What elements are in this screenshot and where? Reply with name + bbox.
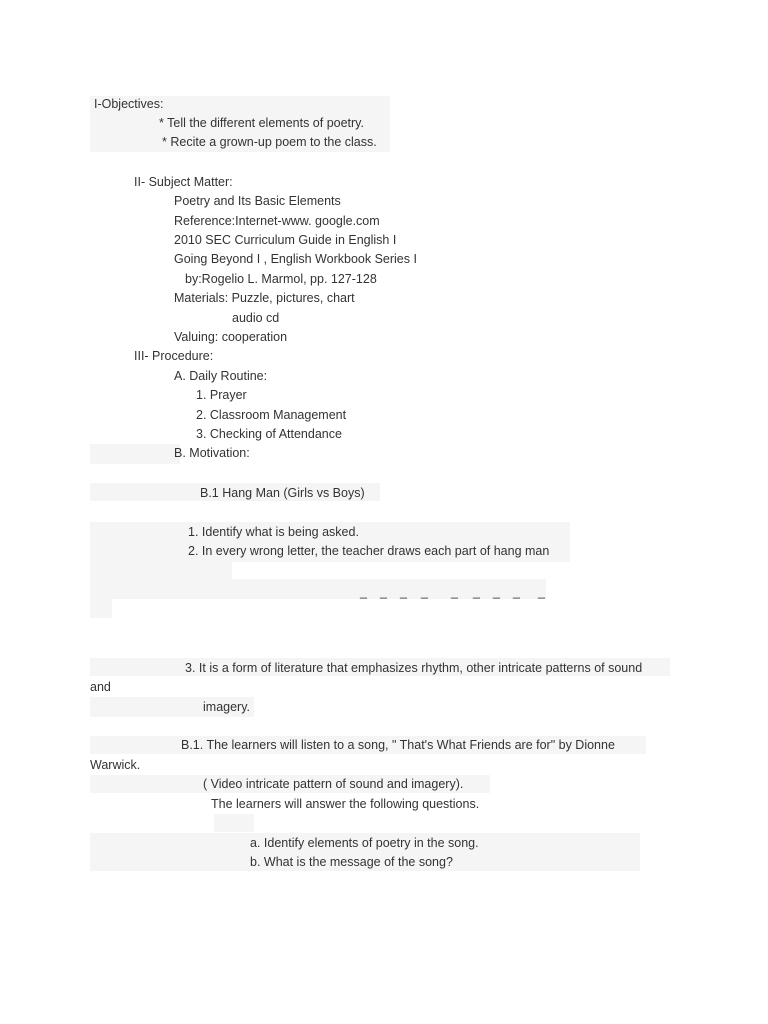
subject-materials: Materials: Puzzle, pictures, chart <box>174 291 355 305</box>
song-activity-line2: Warwick. <box>90 758 141 772</box>
hangman-blank: _ <box>360 585 367 599</box>
procedure-heading: III- Procedure: <box>134 349 214 363</box>
shade-steps-left <box>90 560 232 580</box>
hangman-blank: _ <box>380 585 387 599</box>
subject-materials-extra: audio cd <box>232 311 280 325</box>
song-question: a. Identify elements of poetry in the song. <box>250 836 479 850</box>
subject-valuing: Valuing: cooperation <box>174 330 288 344</box>
subject-reference: Reference:Internet-www. google.com <box>174 214 380 228</box>
objective-item: * Recite a grown-up poem to the class. <box>162 135 377 149</box>
motivation-label: B. Motivation: <box>174 446 250 460</box>
subject-curriculum-guide: 2010 SEC Curriculum Guide in English I <box>174 233 397 247</box>
hangman-blank: _ <box>538 585 545 599</box>
song-question: b. What is the message of the song? <box>250 855 453 869</box>
hangman-blank: _ <box>473 585 480 599</box>
daily-routine-item: 1. Prayer <box>196 388 247 402</box>
daily-routine-label: A. Daily Routine: <box>174 369 268 383</box>
hangman-step: 2. In every wrong letter, the teacher draws each part of hang man <box>188 544 550 558</box>
objective-item: * Tell the different elements of poetry. <box>159 116 364 130</box>
hangman-step3-line3: imagery. <box>203 700 251 714</box>
hangman-step3-line2: and <box>90 680 111 694</box>
hangman-step: 1. Identify what is being asked. <box>188 525 359 539</box>
daily-routine-item: 2. Classroom Management <box>196 408 347 422</box>
objectives-heading: I-Objectives: <box>94 97 164 111</box>
daily-routine-item: 3. Checking of Attendance <box>196 427 342 441</box>
hangman-step3-line1: 3. It is a form of literature that emphasizes rhythm, other intricate patterns of sound <box>185 661 643 675</box>
shade-answer-gap <box>214 814 254 832</box>
hangman-blank: _ <box>451 585 458 599</box>
hangman-blank: _ <box>421 585 428 599</box>
song-activity-line1: B.1. The learners will listen to a song, " That's What Friends are for" by Dionne <box>181 738 615 752</box>
subject-matter-heading: II- Subject Matter: <box>134 175 233 189</box>
hangman-blank: _ <box>400 585 407 599</box>
hangman-blank: _ <box>513 585 520 599</box>
shade-motivation <box>90 444 180 464</box>
subject-topic: Poetry and Its Basic Elements <box>174 194 341 208</box>
subject-workbook: Going Beyond I , English Workbook Series I <box>174 252 417 266</box>
subject-author: by:Rogelio L. Marmol, pp. 127-128 <box>185 272 377 286</box>
answer-prompt: The learners will answer the following questions. <box>211 797 480 811</box>
hangman-blank: _ <box>493 585 500 599</box>
shade-blanks-left <box>90 598 112 618</box>
hangman-title: B.1 Hang Man (Girls vs Boys) <box>200 486 365 500</box>
video-note: ( Video intricate pattern of sound and imagery). <box>203 777 464 791</box>
